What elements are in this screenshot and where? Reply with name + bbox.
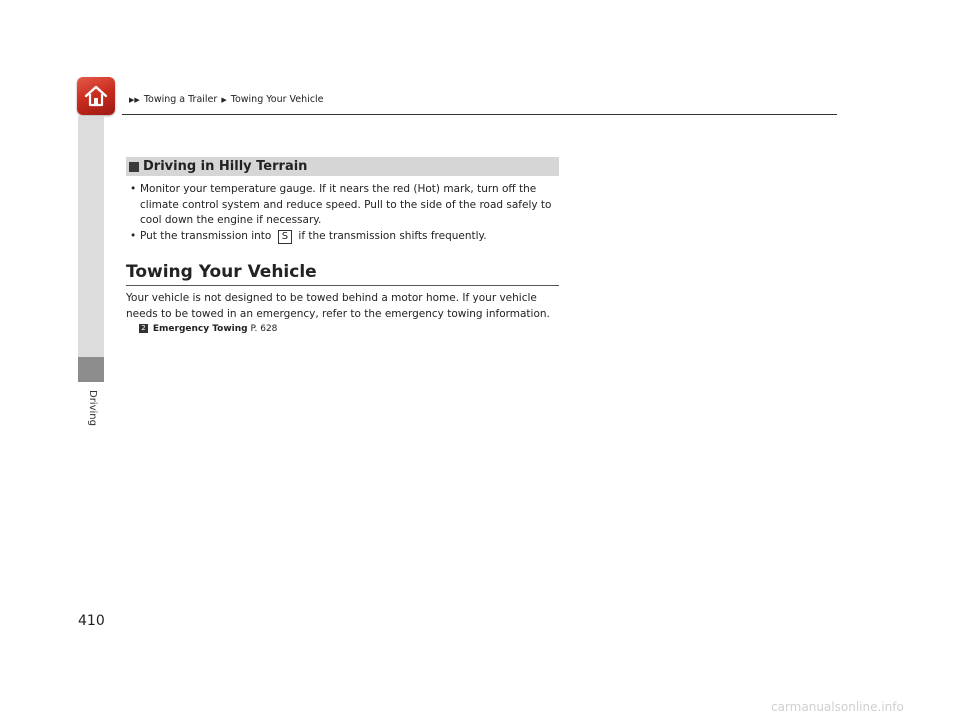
breadcrumb-item-towing-trailer[interactable]: Towing a Trailer <box>143 94 218 105</box>
home-icon <box>82 82 110 110</box>
breadcrumb-separator: ▶ <box>221 96 227 104</box>
header-divider <box>122 114 837 115</box>
xref-page: P. 628 <box>250 324 278 334</box>
breadcrumb-item-towing-vehicle[interactable]: Towing Your Vehicle <box>230 94 324 105</box>
bullet-text-after: if the transmission shifts frequently. <box>298 229 487 242</box>
shift-s-key-icon: S <box>278 230 292 244</box>
chapter-side-tab <box>78 116 104 382</box>
page-title: Towing Your Vehicle <box>126 262 317 282</box>
bullet-text <box>140 229 487 245</box>
section-heading: Driving in Hilly Terrain <box>143 159 308 174</box>
bullet-dot: • <box>130 183 137 195</box>
page-number: 410 <box>78 613 105 629</box>
title-underline <box>126 285 559 286</box>
reference-arrow-icon: 2 <box>139 324 148 333</box>
list-item <box>130 182 560 229</box>
watermark: carmanualsonline.info <box>771 700 904 714</box>
bullet-list <box>130 182 560 244</box>
chapter-tab-marker[interactable] <box>78 357 104 382</box>
breadcrumb-arrows: ▶▶ <box>129 96 140 104</box>
section-square-icon <box>129 162 139 172</box>
bullet-dot: • <box>130 229 137 242</box>
home-button[interactable] <box>77 77 115 115</box>
body-paragraph: Your vehicle is not designed to be towed behind a motor home. If your vehicle needs to be towed in an emergency, refer to the emergency towing information. <box>126 292 550 320</box>
cross-reference-link[interactable] <box>139 324 277 334</box>
list-item <box>130 229 560 245</box>
bullet-text-before: Put the transmission into <box>140 229 272 242</box>
bullet-text: Monitor your temperature gauge. If it nears the red (Hot) mark, turn off the climate control system and reduce speed. Pull to the side of the road safely to cool down the engine if necessary. <box>140 183 552 226</box>
section-heading-bar <box>126 157 559 176</box>
xref-label: Emergency Towing <box>152 324 248 334</box>
chapter-label: Driving <box>87 390 98 426</box>
breadcrumb <box>128 94 324 105</box>
